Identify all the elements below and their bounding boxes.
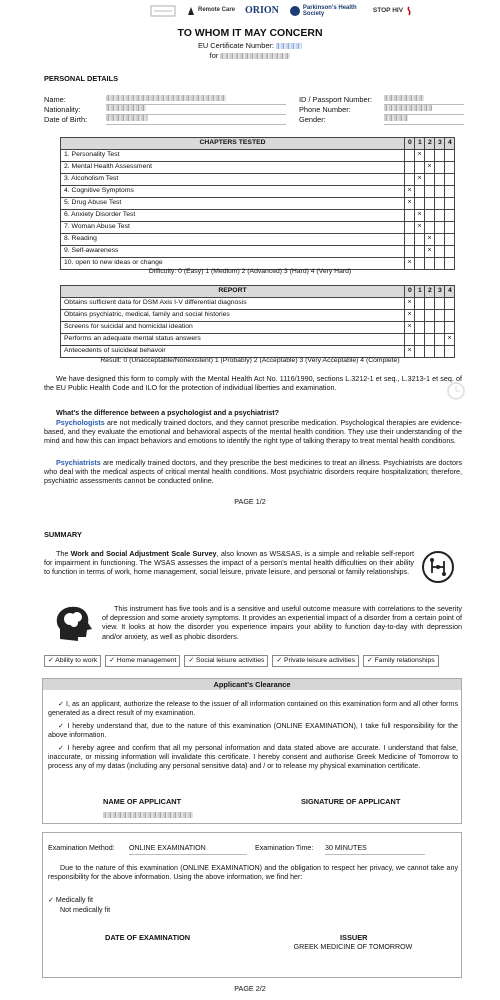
logo-parkinsons-text: Parkinson's Health Society [302,5,357,17]
chapter-row-label: 10. open to new ideas or change [61,258,405,270]
clock-watermark-icon [446,381,466,403]
chapter-heading: CHAPTERS TESTED [61,138,405,150]
logo-remote-care-text: Remote Care [198,7,236,14]
report-row [61,322,455,334]
logo-parkinsons [289,5,363,17]
report-cell-3 [435,334,445,346]
chapter-cell-3 [435,234,445,246]
report-cell-4: × [445,334,455,346]
certificate-number-label: EU Certificate Number: [197,41,274,50]
time-underline [325,854,425,855]
report-cell-0: × [405,310,415,322]
chapter-cell-2 [425,210,435,222]
chapter-cell-0 [405,162,415,174]
certificate-number-line [0,41,500,50]
ribbon-logo-icon [405,6,413,16]
chapter-cell-1 [415,162,425,174]
chapter-cell-1: × [415,150,425,162]
chapter-cell-0 [405,150,415,162]
report-cell-0 [405,334,415,346]
method-value: ONLINE EXAMINATION [129,844,206,852]
issuer-label: ISSUER [340,933,368,942]
chapter-cell-4 [445,174,455,186]
chapter-row [61,162,455,174]
name-redacted [106,95,226,101]
chapter-row [61,234,455,246]
medically-fit: ✓ Medically fit [48,896,93,904]
report-cell-1 [415,346,425,358]
report-col-3: 3 [435,286,445,298]
report-cell-0: × [405,346,415,358]
wsas-title: Work and Social Adjustment Scale Survey [70,549,217,558]
wsas-paragraph [44,549,414,577]
chapter-cell-0 [405,210,415,222]
page-title: TO WHOM IT MAY CONCERN [177,27,323,39]
report-col-4: 4 [445,286,455,298]
chapter-cell-2: × [425,234,435,246]
wsas-tool-item: ✓ Family relationships [363,655,439,667]
logo-seal [150,4,176,18]
report-cell-3 [435,322,445,334]
wsas-tool-item: ✓ Social leisure activities [184,655,268,667]
page-number-2: PAGE 2/2 [234,984,266,993]
chapter-cell-3 [435,222,445,234]
chapter-cell-4 [445,210,455,222]
chapter-cell-4 [445,186,455,198]
brain-head-icon [52,603,96,645]
phone-underline [384,114,464,115]
personal-details [44,95,464,125]
chapter-row [61,174,455,186]
chapter-row-label: 3. Alcoholism Test [61,174,405,186]
psychologists-paragraph [44,418,462,446]
chapter-row [61,150,455,162]
intro-paragraph: We have designed this form to comply with the Mental Health Act No. 1116/1990, sections L.3212-1 et seq., L.3213-1 et seq. of the EU Public Health Code and ILO for the protection of individual liberties and examination. [44,374,462,393]
dob-label: Date of Birth: [44,115,88,124]
chapter-cell-3 [435,198,445,210]
for-line [0,51,500,60]
not-medically-fit: Not medically fit [60,906,111,914]
report-table [60,285,455,358]
chapter-cell-1 [415,198,425,210]
clearance-statement-1: ✓ I, as an applicant, authorize the release to the issuer of all information contained on this examination form and all other forms generated as a direct result of my examination. [48,700,458,718]
report-col-2: 2 [425,286,435,298]
signature-of-applicant-label: SIGNATURE OF APPLICANT [301,797,401,806]
report-row [61,310,455,322]
chapter-cell-3 [435,150,445,162]
network-head-icon [420,549,456,587]
issuer-value: GREEK MEDICINE OF TOMORROW [293,943,413,951]
chapter-cell-1: × [415,210,425,222]
result-legend: Result: 0 (Unacceptable/Nonexistent) 1 (Probably) 2 (Acceptable) 3 (Very Acceptable) 4 (Complete) [100,357,400,364]
report-col-1: 1 [415,286,425,298]
instrument-paragraph: This instrument has five tools and is a sensitive and useful outcome measure with correlations to the severity of depression and some anxiety symptoms. It provides an experiential impact of a disorder from a certain point of view. It looks at how the disorder you experience impairs your ability to function day-to-day with depression and/or anxiety, as well as phobic disorders. [102,604,462,641]
report-cell-4 [445,310,455,322]
report-cell-3 [435,346,445,358]
wsas-tool-item: ✓ Home management [105,655,180,667]
brain-logo-icon [289,5,301,17]
report-cell-4 [445,322,455,334]
gender-label: Gender: [299,115,326,124]
chapter-cell-3 [435,210,445,222]
chapters-tested-table [60,137,455,270]
report-cell-0: × [405,298,415,310]
chapter-row-label: 7. Woman Abuse Test [61,222,405,234]
chapter-row [61,210,455,222]
seal-logo-icon [150,4,176,18]
wsas-tool-item: ✓ Private leisure activities [272,655,359,667]
chapter-row [61,186,455,198]
chapter-row-label: 8. Reading [61,234,405,246]
chapter-cell-0 [405,222,415,234]
nationality-underline [106,114,286,115]
wsas-text: , also known as WS&SAS, is a simple and reliable self-report for impairment in functioning. The WSAS assesses the impact of a person's mental health difficulties on their ability to function in terms of work, home management, social leisure, private leisure, and personal or family relationships. [44,549,415,577]
chapter-cell-0 [405,174,415,186]
chapter-cell-2 [425,222,435,234]
report-heading: REPORT [61,286,405,298]
chapter-cell-0 [405,234,415,246]
chapter-row-label: 4. Cognitive Symptoms [61,186,405,198]
chapter-cell-3 [435,174,445,186]
report-cell-3 [435,298,445,310]
report-col-0: 0 [405,286,415,298]
report-cell-4 [445,346,455,358]
chapter-row-label: 6. Anxiety Disorder Test [61,210,405,222]
difficulty-legend: Difficulty: 0 (Easy) 1 (Medium) 2 (Advanced) 3 (Hard) 4 (Very Hard) [148,268,352,275]
psychologists-text: are not medically trained doctors, and they cannot prescribe medication. Psychological therapies are evidence-based, and they evaluate the emotional and behavioral aspects of the mental health condition. They use their understanding of the mind and how this can impact behaviors and emotions to identify the right type of talking therapy to treat mental health conditions. [44,418,462,446]
report-cell-3 [435,310,445,322]
chapter-row [61,246,455,258]
chapter-cell-4 [445,162,455,174]
phone-label: Phone Number: [299,105,351,114]
report-cell-1 [415,322,425,334]
wsas-pre: The [56,549,71,558]
chapter-cell-1 [415,246,425,258]
chapter-cell-4 [445,150,455,162]
report-row [61,334,455,346]
chapter-cell-2 [425,198,435,210]
chapter-row-label: 5. Drug Abuse Test [61,198,405,210]
chapter-col-2: 2 [425,138,435,150]
name-underline [106,104,286,105]
chapter-cell-2: × [425,246,435,258]
chapter-cell-0: × [405,258,415,270]
method-label: Examination Method: [48,844,115,852]
time-value: 30 MINUTES [325,844,367,852]
time-label: Examination Time: [255,844,314,852]
report-cell-2 [425,322,435,334]
chapter-col-4: 4 [445,138,455,150]
chapter-cell-1 [415,186,425,198]
applicant-name-redacted [103,810,193,819]
name-of-applicant-label: NAME OF APPLICANT [103,797,182,806]
chapter-cell-3 [435,162,445,174]
logo-orion [245,5,279,18]
nationality-label: Nationality: [44,105,81,114]
chapter-cell-3 [435,246,445,258]
chapter-cell-2: × [425,162,435,174]
clearance-heading: Applicant's Clearance [43,679,461,690]
report-cell-2 [425,298,435,310]
wsas-tool-checklist [44,655,486,668]
chapter-cell-4 [445,246,455,258]
chapter-cell-1 [415,234,425,246]
chapter-cell-1: × [415,222,425,234]
report-cell-2 [425,334,435,346]
chapter-row-label: 9. Self-awareness [61,246,405,258]
logo-orion-text: ORION [245,4,279,16]
gender-underline [384,124,464,125]
report-cell-1 [415,310,425,322]
logo-remote-care [186,5,235,17]
for-name-redacted [220,53,290,59]
report-cell-0: × [405,322,415,334]
report-row-label: Antecedents of suicideal behavoir [61,346,405,358]
chapter-cell-4 [445,222,455,234]
personal-details-heading: PERSONAL DETAILS [44,74,119,83]
psychiatrists-text: are medically trained doctors, and they prescribe the best medicines to treat an illness. Psychiatrists are doctors who deal with the medical aspects of critical mental health conditions. Most psychiatric disorders require hospitalization; therefore, psychiatric assessments cannot be conducted online. [44,458,462,486]
report-row [61,346,455,358]
gender-redacted [384,115,408,121]
report-cell-1 [415,298,425,310]
certificate-number-redacted [276,43,302,49]
chapter-row [61,198,455,210]
dob-redacted [106,115,148,121]
clearance-statement-3: ✓ I hereby agree and confirm that all my personal information and data stated above are accurate. I understand that false, inaccurate, or missing information will invalidate this certificate. I hereby consent and authorise Greek Medicine of Tomorrow to process any of my datas (including any personal sensitive data) and / or to release my physical examination certificate. [48,744,458,771]
chapter-col-1: 1 [415,138,425,150]
summary-heading: SUMMARY [44,530,82,539]
for-label: for [209,51,219,60]
chapter-cell-0: × [405,198,415,210]
chapter-cell-2 [425,150,435,162]
chapter-cell-4 [445,234,455,246]
chapter-row-label: 2. Mental Health Assessment [61,162,405,174]
psychiatrists-term: Psychiatrists [56,458,101,467]
id-label: ID / Passport Number: [299,95,373,104]
chapter-cell-2 [425,174,435,186]
report-row-label: Obtains psychiatric, medical, family and social histories [61,310,405,322]
chapter-cell-4 [445,198,455,210]
chapter-cell-0: × [405,186,415,198]
chapter-cell-0 [405,246,415,258]
applicant-clearance-box [42,678,462,824]
cross-logo-icon [186,5,196,17]
logo-stop-hiv [373,6,413,16]
clearance-statement-2: ✓ I hereby understand that, due to the nature of this examination (ONLINE EXAMINATION), I take full responsibility for the above information. [48,722,458,740]
id-underline [384,104,464,105]
chapter-row [61,222,455,234]
psychiatrists-paragraph [44,458,462,486]
chapter-col-0: 0 [405,138,415,150]
method-underline [129,854,247,855]
chapter-cell-3 [435,186,445,198]
page-number-1: PAGE 1/2 [234,497,266,506]
report-row [61,298,455,310]
wsas-tool-item: ✓ Ability to work [44,655,101,667]
date-of-examination-label: DATE OF EXAMINATION [105,933,191,942]
report-row-label: Obtains sufficient data for DSM Axis I-V differential diagnosis [61,298,405,310]
examination-box [42,832,462,978]
report-cell-4 [445,298,455,310]
logo-strip [150,2,495,20]
logo-stop-hiv-text: STOP HIV [372,6,404,14]
report-row-label: Performs an adequate mental status answers [61,334,405,346]
chapter-row-label: 1. Personality Test [61,150,405,162]
chapter-col-3: 3 [435,138,445,150]
id-redacted [384,95,424,101]
difference-question: What's the difference between a psychologist and a psychiatrist? [56,408,279,417]
phone-redacted [384,105,432,111]
report-cell-2 [425,346,435,358]
dob-underline [106,124,286,125]
chapter-cell-1: × [415,174,425,186]
psychologists-term: Psychologists [56,418,105,427]
name-label: Name: [44,95,66,104]
report-row-label: Screens for suicidal and homicidal ideation [61,322,405,334]
chapter-cell-2 [425,186,435,198]
report-cell-2 [425,310,435,322]
exam-note: Due to the nature of this examination (ONLINE EXAMINATION) and the obligation to respect her privacy, we cannot take any responsibility for the above information. Using the above information, we find her: [48,864,458,882]
report-cell-1 [415,334,425,346]
nationality-redacted [106,105,146,111]
